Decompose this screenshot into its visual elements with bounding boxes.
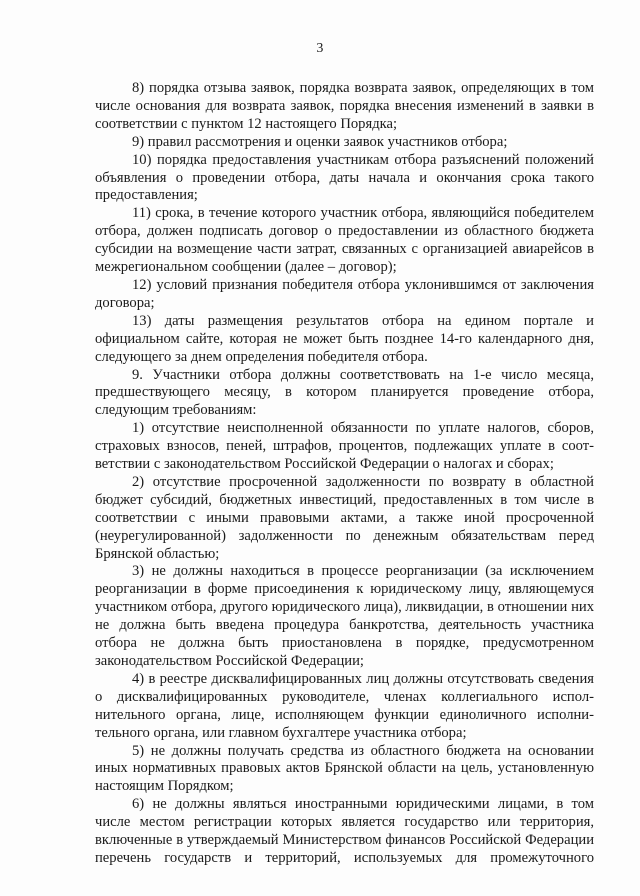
paragraph-section-9: 9. Участники отбора должны соответствовать на 1-е число месяца, предшествующего месяцу, в котором планируется проведение отбора, следующим требованиям: [95, 366, 594, 419]
paragraph-requirement-3: 3) не должны находиться в процессе реорганизации (за исключением реорганизации в форме присоединения к юридическому лицу, являющемуся участником отбора, другого юридического лица), ликвидации, в отношении них не должна быть введена процедура банкротства, деятельность участника отбора не должна быть приостановлена в порядке, предусмотренном законодательством Российской Федерации; [95, 563, 594, 669]
paragraph-item-11: 11) срока, в течение которого участник отбора, являющийся победителем отбора, должен подписать договор о предоставлении из областного бюджета субсидии на возмещение части затрат, связанных с организацией авиарейсов в межрегиональном сообщении (далее – договор); [95, 205, 594, 276]
paragraph-requirement-6: 6) не должны являться иностранными юридическими лицами, в том числе местом регистрации которых является государство или территория, включенные в утверждаемый Министерством финансов Российской Федерации перечень государств и территорий, используемых для промежуточного [95, 796, 594, 866]
page-number: 3 [316, 41, 324, 56]
paragraph-item-13: 13) даты размещения результатов отбора на едином портале и официальном сайте, которая не может быть позднее 14-го календарного дня, следующего за днем определения победителя отбора. [95, 312, 594, 365]
paragraph-item-10: 10) порядка предоставления участникам отбора разъяснений положений объявления о проведении отбора, даты начала и окончания срока такого предоставления; [95, 151, 594, 204]
document-body [95, 80, 594, 868]
paragraph-requirement-2: 2) отсутствие просроченной задолженности по возврату в областной бюджет субсидий, бюджетных инвестиций, предоставленных в том числе в соответствии с иными правовыми актами, а также иной просроченной (неурегулированной) задолженности по денежным обязательствам перед Брянской областью; [95, 473, 594, 562]
paragraph-requirement-5: 5) не должны получать средства из областного бюджета на основании иных нормативных правовых актов Брянской области на цель, установленную настоящим Порядком; [95, 742, 594, 795]
paragraph-requirement-1: 1) отсутствие неисполненной обязанности по уплате налогов, сборов, страховых взносов, пеней, штрафов, процентов, подлежащих уплате в соответствии с законодательством Российской Федерации о налогах и сборах; [95, 420, 594, 473]
paragraph-item-9: 9) правил рассмотрения и оценки заявок участников отбора; [132, 133, 508, 150]
paragraph-requirement-4: 4) в реестре дисквалифицированных лиц должны отсутствовать сведения о дисквалифицированных руководителе, членах коллегиального исполнительного органа, лице, исполняющем функции единоличного исполнительного органа, или главном бухгалтере участника отбора; [95, 670, 594, 741]
paragraph-item-12: 12) условий признания победителя отбора уклонившимся от заключения договора; [95, 276, 594, 311]
paragraph-item-8: 8) порядка отзыва заявок, порядка возврата заявок, определяющих в том числе основания для возврата заявок, порядка внесения изменений в заявки в соответствии с пунктом 12 настоящего Порядка; [95, 80, 594, 132]
